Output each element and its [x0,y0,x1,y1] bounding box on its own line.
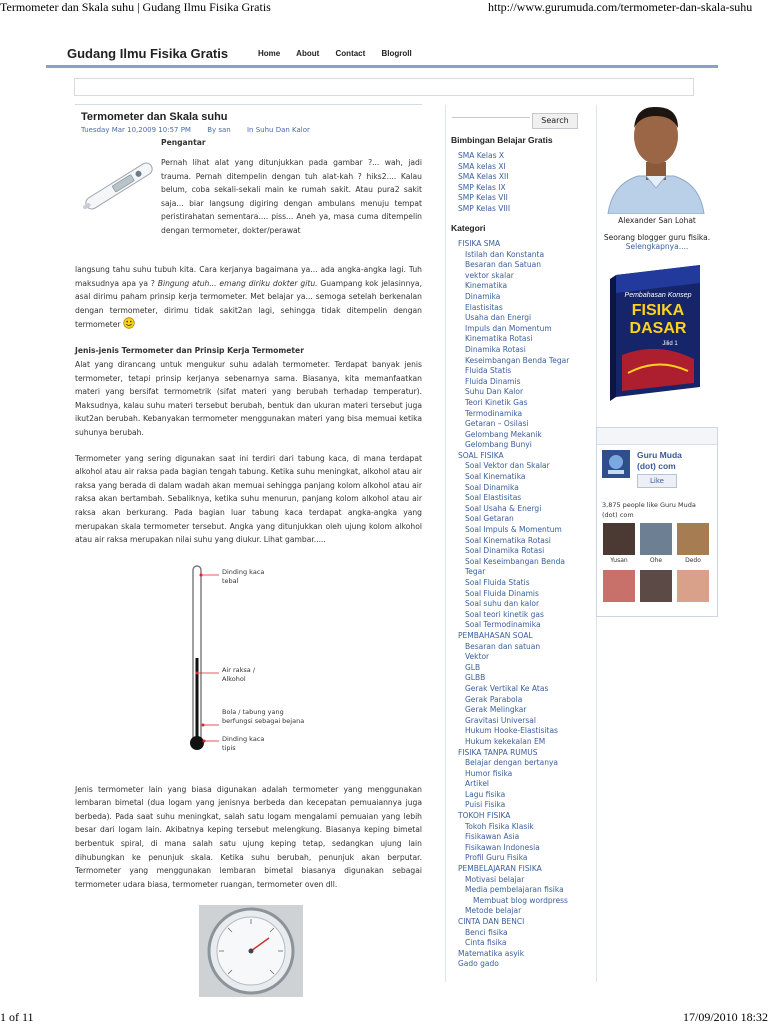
label-dinding-tebal-line1: Dinding kaca [222,567,265,576]
kategori-link[interactable]: Vektor [465,652,490,662]
section-heading-jenis: Jenis-jenis Termometer dan Prinsip Kerja Termometer [75,345,304,355]
kategori-link[interactable]: GLBB [465,673,486,683]
kategori-link[interactable]: Fisikawan Indonesia [465,842,540,852]
facebook-like-box [596,427,718,617]
paragraph-tabung: Termometer yang sering digunakan saat ini terdiri dari tabung kaca, di mana terdapat alkohol atau air raksa pada bagian tengah tabung. Ketika suhu meningkat, alkohol atau air raksa yang berada di dalam wadah akan memuai sehingga panjang kolom alkohol atau air raksa akan bertambah. Sebaliknya, ketika suhu menurun, panjang kolom alkohol atau air raksa akan berkurang. Pada bagian luar tabung kaca terdapat angka-angka yang merupakan skala termometer tersebut. Angka yang ditunjukkan oleh ujung kolom alkohol atau air raksa merupakan nilai suhu yang diukur. Lihat gambar..... [75,453,422,545]
kategori-link[interactable]: Humor fisika [465,768,513,778]
fb-page-logo[interactable] [602,450,630,478]
fb-page-name-line1: Guru Muda [637,450,682,460]
nav-blogroll[interactable]: Blogroll [381,49,412,58]
kategori-link[interactable]: Motivasi belajar [465,874,525,884]
kategori-link[interactable]: Besaran dan Satuan [465,260,541,270]
kategori-link[interactable]: Kinematika [465,281,508,291]
kategori-link[interactable]: Getaran – Osilasi [465,419,529,429]
kategori-link[interactable]: Tokoh Fisika Klasik [465,821,534,831]
kategori-link[interactable]: SOAL FISIKA [458,450,504,460]
kategori-link[interactable]: GLB [465,662,481,672]
fb-fan-avatar[interactable] [640,523,672,555]
fb-fan-name[interactable]: Yusan [610,557,628,564]
kategori-link[interactable]: Soal Getaran [465,514,514,524]
post-title[interactable]: Termometer dan Skala suhu [81,111,228,123]
kategori-link[interactable]: Keseimbangan Benda Tegar [465,355,570,365]
kategori-link[interactable]: Fisikawan Asia [465,832,520,842]
intro-text-c: Guampang kok jelasinnya, asal dirimu paham prinsip kerja termometer. Met belajar ya... semoga setelah berkenalan dengan termometer, dirimu tidak sakit2an lagi, sehingga tidak ditempelin dengan termometer [75,278,422,330]
kategori-link[interactable]: Lagu fisika [465,789,506,799]
fb-page-name-line2: (dot) com [637,461,676,471]
label-dinding-tipis-line1: Dinding kaca [222,734,265,743]
fb-page-name[interactable] [637,450,682,472]
kategori-list [458,239,569,970]
kategori-link[interactable]: Metode belajar [465,906,522,916]
kategori-link[interactable]: Artikel [465,779,490,789]
kategori-link[interactable]: Cinta fisika [465,938,507,948]
intro-paragraph-a: Pernah lihat alat yang ditunjukkan pada gambar ?... wah, jadi trauma. Pernah ditempelin dengan tuh alat-kah ? hiks2.... Kalau belum, coba sekali-sekali main ke rumah sakit. Atau pura2 sakit saja... biar langsung digiring dengan ambulans menuju tempat peristirahatan sementara.... piss... Aneh ya, masa cuma ditempelin dengan termometer, dokter/perawat [161,158,422,235]
kategori-link[interactable]: Gravitasi Universal [465,715,536,725]
bimbingan-link[interactable]: SMA kelas XI [458,161,506,171]
kategori-link[interactable]: Gelombang Bunyi [465,440,532,450]
kategori-link[interactable]: Soal Kinematika Rotasi [465,535,551,545]
author-bio: Seorang blogger guru fisika. [603,233,711,242]
header-banner-box [74,78,694,96]
kategori-link[interactable]: Soal Keseimbangan Benda [465,556,565,566]
kategori-link[interactable]: Hukum Hooke-Elastisitas [465,726,558,736]
bimbingan-heading: Bimbingan Belajar Gratis [451,135,553,145]
fb-fan-avatar[interactable] [640,570,672,602]
search-input[interactable] [452,117,530,118]
kategori-link[interactable]: Gerak Vertikal Ke Atas [465,683,549,693]
bimbingan-link[interactable]: SMP Kelas VIII [458,203,511,213]
digital-thermometer-image [77,154,161,218]
fb-fan-avatar[interactable] [603,570,635,602]
header-divider [46,65,718,68]
intro-emphasis: Bingung atuh... emang diriku dokter gitu. [157,278,318,288]
fb-fan-avatar[interactable] [677,523,709,555]
kategori-link[interactable]: Elastisitas [465,302,503,312]
bimbingan-link[interactable]: SMP Kelas VII [458,193,508,203]
book-volume: Jilid 1 [662,341,678,347]
kategori-link[interactable]: Gelombang Mekanik [465,429,542,439]
label-dinding-tipis-line2: tipis [222,743,236,752]
post-author[interactable]: By san [207,126,231,134]
paragraph-alat: Alat yang dirancang untuk mengukur suhu adalah termometer. Terdapat banyak jenis termometer, tetapi prinsip kerjanya sebenarnya sama. Biasanya, kita memanfaatkan materi yang bersifat termometrik (sifat materi yang berubah terhadap temperatur). Maksudnya, kalau suhu materi tersebut berubah, bentuk dan ukuran materi tersebut juga ikut2an berubah. Kebanyakan termometer menggunakan materi yang bisa memuai ketika suhunya berubah. [75,359,422,437]
kategori-link[interactable]: FISIKA TANPA RUMUS [458,747,538,757]
kategori-link[interactable]: Soal teori kinetik gas [465,609,544,619]
kategori-link[interactable]: Dinamika Rotasi [465,344,526,354]
author-photo [602,104,710,214]
kategori-link[interactable]: PEMBELAJARAN FISIKA [458,864,542,874]
kategori-link[interactable]: TOKOH FISIKA [458,811,511,821]
fb-fan-name[interactable]: Dedo [685,557,701,564]
kategori-link[interactable]: Benci fisika [465,927,508,937]
kategori-link[interactable]: Soal Dinamika Rotasi [465,546,545,556]
fb-like-button[interactable]: Like [637,474,677,488]
fb-fan-avatar[interactable] [677,570,709,602]
label-dinding-tebal [222,568,264,586]
kategori-link[interactable]: Dinamika [465,291,501,301]
bimbingan-link[interactable]: SMA Kelas X [458,151,505,160]
bimbingan-link[interactable]: SMA Kelas XII [458,172,509,182]
fb-like-count: 3,875 people like Guru Muda (dot) com [602,501,696,519]
label-air-raksa [222,666,255,684]
kategori-link[interactable]: Gerak Melingkar [465,705,527,715]
label-air-raksa-line2: Alkohol [222,674,246,683]
kategori-link[interactable]: Puisi Fisika [465,800,506,810]
kategori-link[interactable]: Soal Impuls & Momentum [465,525,562,535]
label-dinding-tebal-line2: tebal [222,576,239,585]
label-bola [222,708,304,726]
kategori-link[interactable]: vektor skalar [465,270,514,280]
kategori-link[interactable]: Matematika asyik [458,948,525,958]
nav-home[interactable]: Home [258,49,281,58]
kategori-link[interactable]: Termodinamika [465,408,523,418]
kategori-link[interactable]: Fluida Dinamis [465,376,521,386]
intro-text-b: langsung tahu suhu tubuh kita. Cara kerjanya bagaimana ya... ada angka-angka lagi. Tuh maksudnya apa ya ? [75,265,422,288]
post-meta [81,126,422,134]
top-nav [258,49,426,58]
bimetal-thermometer-image [199,905,303,997]
kategori-link[interactable]: FISIKA SMA [458,239,501,248]
bimbingan-list [458,151,510,215]
kategori-link[interactable]: Soal Vektor dan Skalar [465,461,550,471]
kategori-link[interactable]: PEMBAHASAN SOAL [458,630,533,640]
kategori-link[interactable]: Kinematika Rotasi [465,334,533,344]
kategori-link[interactable]: Suhu Dan Kalor [465,387,524,397]
kategori-link[interactable]: Soal suhu dan kalor [465,599,540,609]
print-datetime: 17/09/2010 18:32 [682,1010,768,1024]
sidebar [445,105,597,982]
kategori-link[interactable]: Soal Fluida Dinamis [465,588,539,598]
kategori-link[interactable]: Fluida Statis [465,366,512,376]
print-footer [0,1008,768,1024]
kategori-link[interactable]: Soal Fluida Statis [465,578,530,587]
fb-fan-avatar[interactable] [603,523,635,555]
kategori-link[interactable]: Usaha dan Energi [465,313,532,323]
kategori-link[interactable]: Media pembelajaran fisika [465,885,564,895]
kategori-link[interactable]: Besaran dan satuan [465,641,541,651]
print-header [0,0,768,14]
site-title[interactable]: Gudang Ilmu Fisika Gratis [67,46,229,61]
nav-contact[interactable]: Contact [335,49,366,58]
fb-fan-name[interactable]: Ohe [649,557,663,564]
kategori-link[interactable]: Impuls dan Momentum [465,323,552,333]
label-dinding-tipis [222,735,264,753]
kategori-link[interactable]: Soal Kinematika [465,472,526,482]
author-more-link[interactable]: Selengkapnya.... [625,242,689,251]
kategori-link[interactable]: Profil Guru Fisika [465,853,528,863]
post-category[interactable]: In Suhu Dan Kalor [246,126,310,134]
kategori-link[interactable]: Belajar dengan bertanya [465,758,558,768]
intro-block [75,136,422,286]
author-name: Alexander San Lohat [618,216,696,225]
kategori-link[interactable]: Tegar [465,567,486,577]
smiley-icon [123,317,135,329]
print-url: http://www.gurumuda.com/termometer-dan-skala-suhu [488,0,753,14]
kategori-link[interactable]: Soal Dinamika [465,482,519,492]
kategori-link[interactable]: Teori Kinetik Gas [465,397,528,407]
post-date: Tuesday Mar 10,2009 10:57 PM [81,126,191,134]
thermometer-diagram [75,563,422,769]
fb-header-bar [597,428,717,445]
label-bola-line2: berfungsi sebagai bejana [222,716,305,725]
label-air-raksa-line1: Air raksa / [222,665,256,674]
kategori-link[interactable]: Soal Elastisitas [465,493,522,503]
nav-about[interactable]: About [296,49,320,58]
article [75,104,422,997]
kategori-link[interactable]: CINTA DAN BENCI [458,917,525,926]
kategori-heading: Kategori [451,223,486,233]
print-page-number: 1 of 11 [0,1010,34,1024]
author-column [598,104,716,403]
kategori-link[interactable]: Hukum kekekalan EM [465,736,546,746]
kategori-link[interactable]: Soal Usaha & Energi [465,503,542,513]
book-cover-image[interactable] [608,263,708,403]
kategori-link[interactable]: Membuat blog wordpress [473,895,568,905]
article-top-rule [75,104,422,105]
kategori-link[interactable]: Gerak Parabola [465,694,523,704]
kategori-link[interactable]: Istilah dan Konstanta [465,249,545,259]
intro-heading: Pengantar [161,138,206,147]
label-bola-line1: Bola / tabung yang [222,707,284,716]
print-page-title: Termometer dan Skala suhu | Gudang Ilmu Fisika Gratis [0,0,271,14]
book-subtitle: Pembahasan Konsep [624,292,692,299]
kategori-link[interactable]: Soal Termodinamika [465,620,541,630]
paragraph-bimetal: Jenis termometer lain yang biasa digunakan adalah termometer yang menggunakan lembaran bimetal (dua logam yang jenisnya berbeda dan kecepatan pemuaiannya juga berbeda). Pada saat suhu meningkat, salah satu logam mengalami pemuaian yang lebih besar dari logam lain. Akibatnya keping tersebut melengkung. Biasanya keping bimetal berbentuk spiral, di mana salah satu ujung keping tetap, sedangkan ujung lain dihubungkan ke penunjuk skala. Ketika suhu berubah, penunjuk akan berputar. Termometer yang menggunakan lembaran bimetal biasanya digunakan sebagai termometer udara biasa, termometer ruangan, termometer oven dll. [75,784,422,889]
search-button[interactable]: Search [532,113,578,129]
bimbingan-link[interactable]: SMP Kelas IX [458,182,506,192]
book-title-2: DASAR [629,320,687,337]
book-title-1: FISIKA [631,302,685,319]
kategori-link[interactable]: Gado gado [458,959,499,969]
